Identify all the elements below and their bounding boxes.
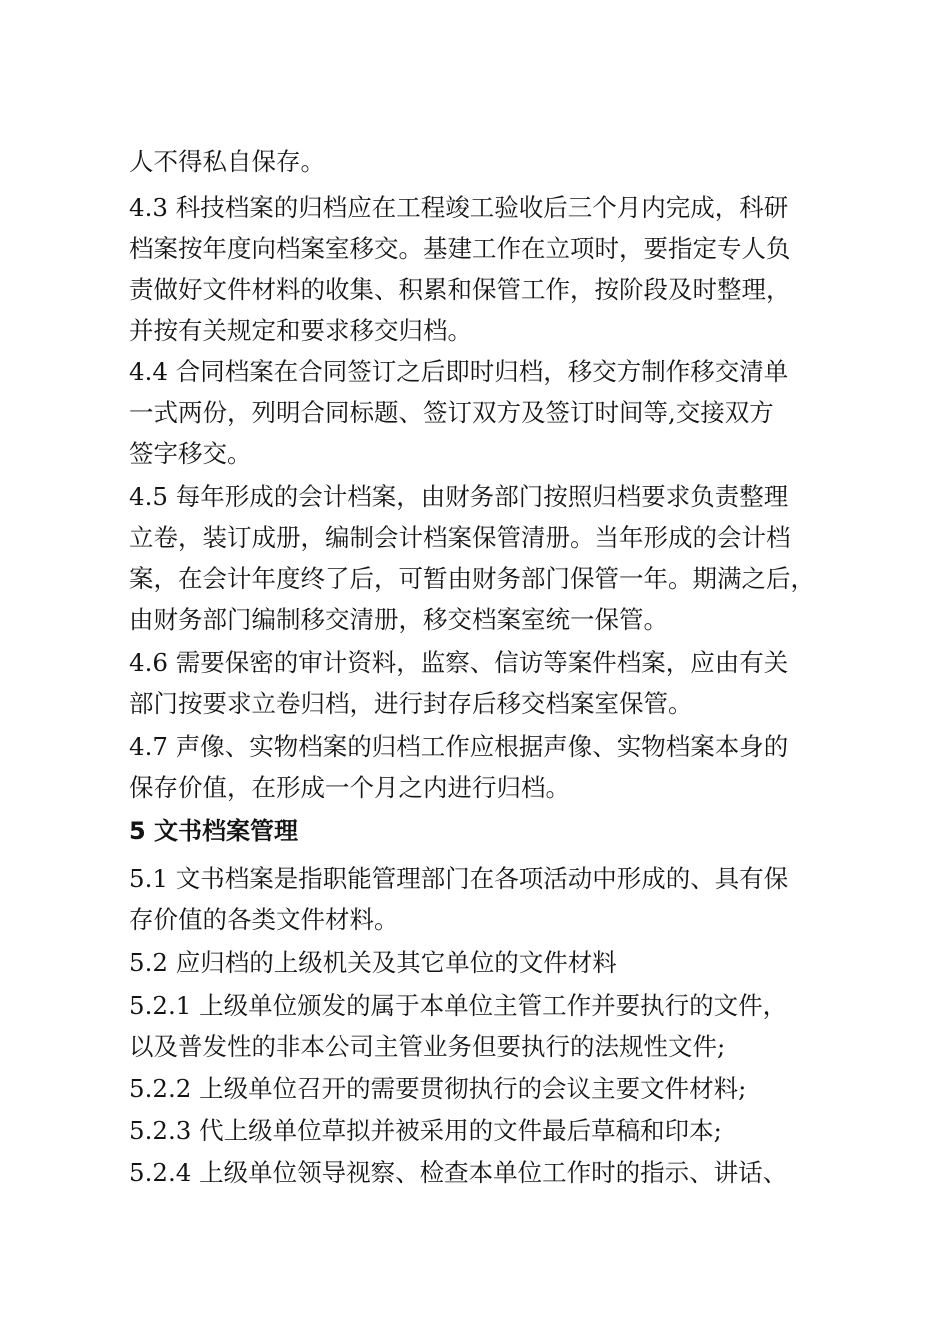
text-line-16: 保存价值，在形成一个月之内进行归档。 xyxy=(129,773,570,802)
text-line-9: 4.5 每年形成的会计档案，由财务部门按照归档要求负责整理 xyxy=(129,482,789,511)
text-line-2: 4.3 科技档案的归档应在工程竣工验收后三个月内完成，科研 xyxy=(129,193,789,222)
text-line-18: 5.1 文书档案是指职能管理部门在各项活动中形成的、具有保 xyxy=(129,864,789,893)
section-heading: 5 文书档案管理 xyxy=(129,817,299,845)
text-line-4: 责做好文件材料的收集、积累和保管工作，按阶段及时整理， xyxy=(129,275,791,304)
text-line-22: 以及普发性的非本公司主管业务但要执行的法规性文件; xyxy=(129,1032,726,1061)
text-line-21: 5.2.1 上级单位颁发的属于本单位主管工作并要执行的文件， xyxy=(129,991,788,1020)
text-line-1: 人不得私自保存。 xyxy=(129,147,325,176)
text-line-25: 5.2.4 上级单位领导视察、检查本单位工作时的指示、讲话、 xyxy=(129,1158,788,1187)
text-line-5: 并按有关规定和要求移交归档。 xyxy=(129,316,472,345)
text-line-12: 由财务部门编制移交清册，移交档案室统一保管。 xyxy=(129,605,668,634)
text-line-11: 案，在会计年度终了后，可暂由财务部门保管一年。期满之后， xyxy=(129,564,815,593)
text-line-20: 5.2 应归档的上级机关及其它单位的文件材料 xyxy=(129,948,617,977)
text-line-3: 档案按年度向档案室移交。基建工作在立项时，要指定专人负 xyxy=(129,234,791,263)
text-line-23: 5.2.2 上级单位召开的需要贯彻执行的会议主要文件材料; xyxy=(129,1074,747,1103)
text-line-24: 5.2.3 代上级单位草拟并被采用的文件最后草稿和印本; xyxy=(129,1116,722,1145)
text-line-10: 立卷，装订成册，编制会计档案保管清册。当年形成的会计档 xyxy=(129,523,791,552)
text-line-6: 4.4 合同档案在合同签订之后即时归档，移交方制作移交清单 xyxy=(129,357,789,386)
text-line-7: 一式两份，列明合同标题、签订双方及签订时间等,交接双方 xyxy=(129,398,774,427)
text-line-14: 部门按要求立卷归档，进行封存后移交档案室保管。 xyxy=(129,689,693,718)
text-line-13: 4.6 需要保密的审计资料，监察、信访等案件档案，应由有关 xyxy=(129,648,789,677)
text-line-19: 存价值的各类文件材料。 xyxy=(129,905,399,934)
text-line-8: 签字移交。 xyxy=(129,439,252,468)
text-line-15: 4.7 声像、实物档案的归档工作应根据声像、实物档案本身的 xyxy=(129,732,789,761)
